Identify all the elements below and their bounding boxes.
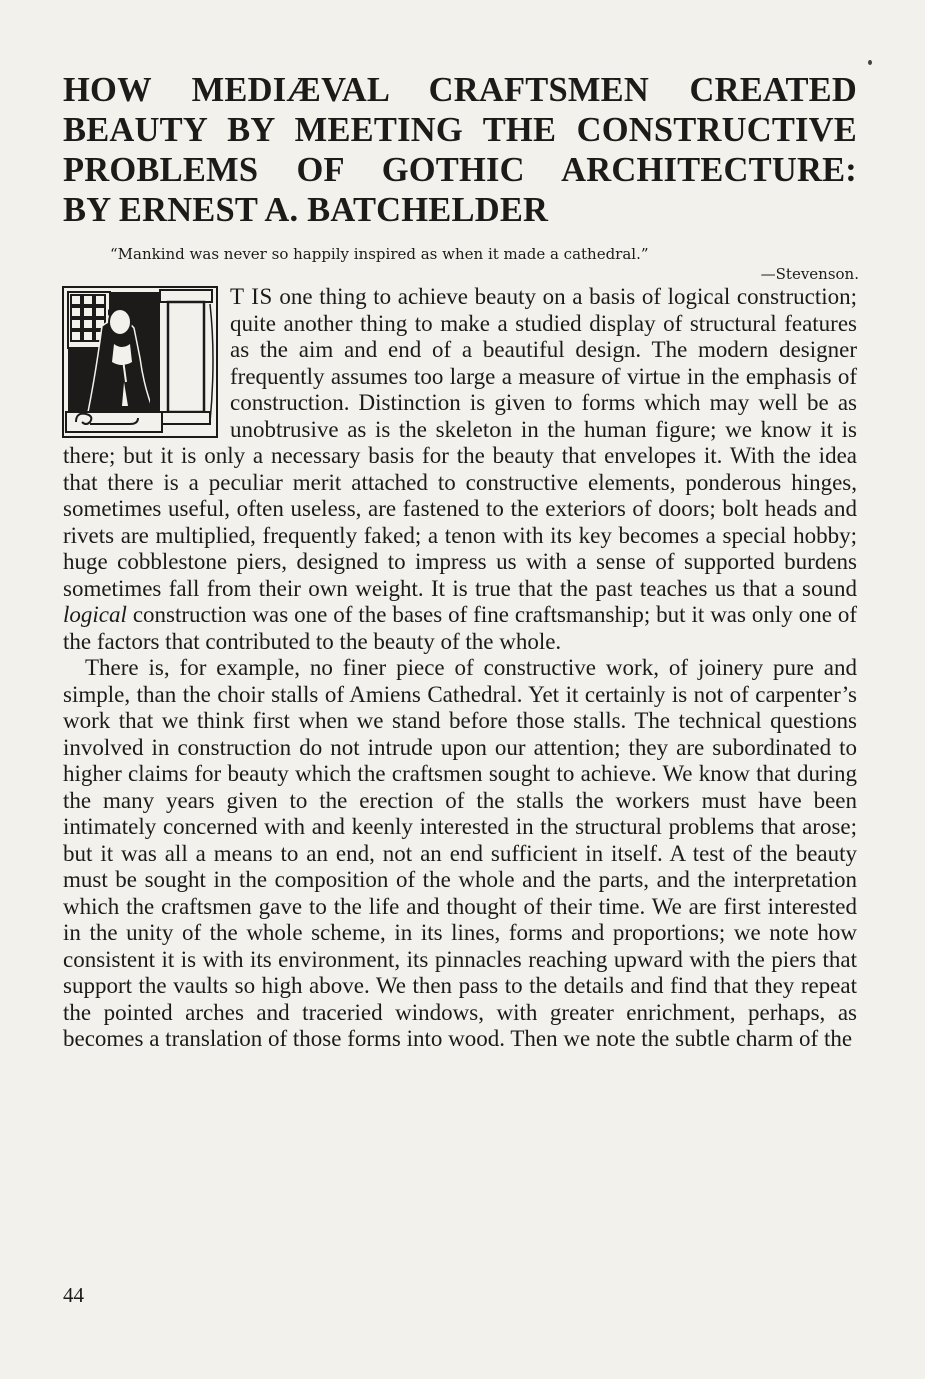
page-number: 44	[63, 1283, 84, 1307]
paragraph-2: There is, for example, no finer piece of constructive work, of joinery pure and simple, than the choir stalls of Amiens Cathedral. Yet it certainly is not of carpenter’s work that we think first when we stand before those stalls. The technical questions involved in construction do not intrude upon our attention; they are subordinated to higher claims for beauty which the craftsmen sought to achieve. We know that during the many years given to the erection of the stalls the workers must have been intimately concerned with and keenly interested in the structural problems that arose; but it was all a means to an end, not an end sufficient in itself. A test of the beauty must be sought in the composition of the whole and the parts, and the interpretation which the craftsmen gave to the life and thought of their time. We are first interested in the unity of the whole scheme, in its lines, forms and proportions; we note how consistent it is with its environment, its pinnacles reaching upward with the piers that support the vaults so high above. We then pass to the details and find that they repeat the pointed arches and traceried windows, with greater enrichment, perhaps, as becomes a translation of those forms into wood. Then we note the subtle charm of the	[63, 655, 857, 1051]
paragraph-1-italic: logical	[63, 602, 127, 627]
article-title	[63, 70, 857, 230]
epigraph-quote: “Mankind was never so happily inspired as when it made a cathedral.”	[110, 245, 649, 263]
title-line-3: PROBLEMS OF GOTHIC ARCHITECTURE:	[63, 151, 857, 189]
title-line-2: BEAUTY BY MEETING THE CONSTRUCTIVE	[63, 111, 857, 149]
ink-speck	[868, 60, 872, 65]
illuminated-initial-i-icon	[62, 286, 218, 438]
paragraph-1	[63, 284, 857, 655]
epigraph-attribution: —Stevenson.	[760, 265, 859, 283]
article-page	[63, 70, 857, 1053]
title-line-4: BY ERNEST A. BATCHELDER	[63, 191, 549, 229]
opening-words: T IS	[230, 284, 273, 309]
paragraph-1-text-a: one thing to achieve beauty on a basis of logical construction; quite another thing to make a studied display of structural features as the aim and end of a beautiful design. The modern designer frequently assumes too large a measure of virtue in the emphasis of construction. Distinction is given to forms which may well be as unobtrusive as is the skeleton in the human figure; we know it is there; but it is only a necessary basis for the beauty that envelopes it. With the idea that there is a peculiar merit attached to constructive elements, ponderous hinges, sometimes useful, often useless, are fastened to the exteriors of doors; bolt heads and rivets are multiplied, frequently faked; a tenon with its key becomes a special hobby; huge cobblestone piers, designed to impress us with a sense of supported burdens sometimes fall from their own weight. It is true that the past teaches us that a sound	[63, 284, 857, 601]
paragraph-1-text-b: construction was one of the bases of fine craftsmanship; but it was only one of the factors that contributed to the beauty of the whole.	[63, 602, 857, 654]
title-line-1: HOW MEDIÆVAL CRAFTSMEN CREATED	[63, 71, 857, 109]
article-body	[63, 284, 857, 1053]
